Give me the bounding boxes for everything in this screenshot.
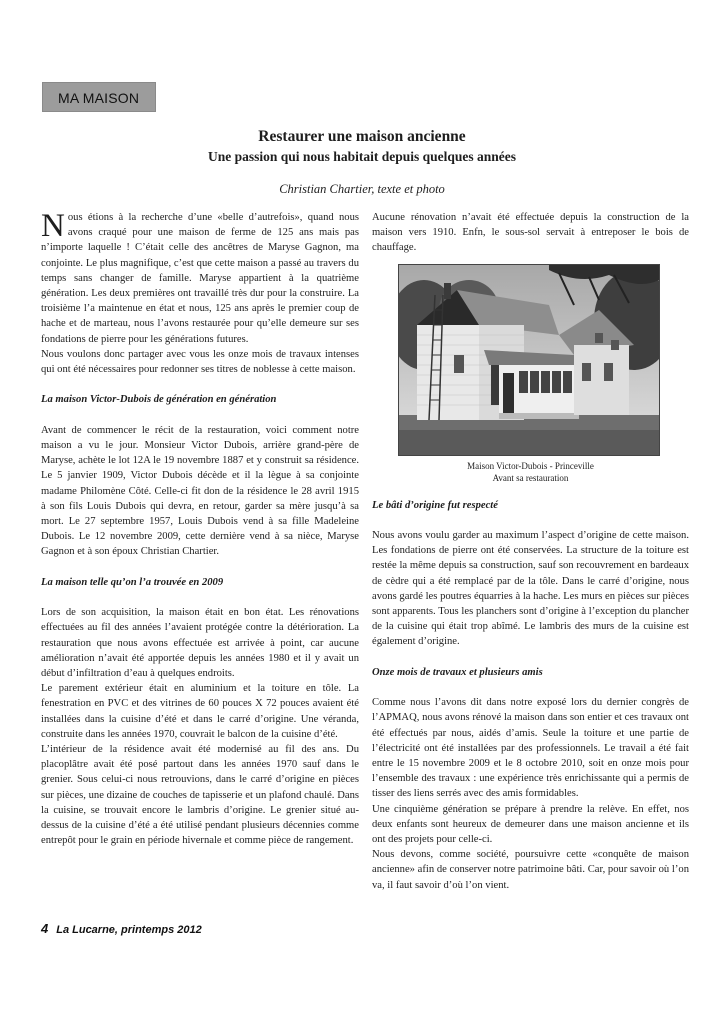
paragraph: Lors de son acquisition, la maison était en bon état. Les rénovations effectuées au fil des années l’avaient protégée contre la détérioration. La restauration que nous avons effectuée est arrivée à point, car aucune amélioration n’avait été apportée depuis les années 1980 et il y avait un début d’infiltration d’eau à quelques endroits. xyxy=(41,607,359,680)
paragraph: Aucune rénovation n’avait été effectuée depuis la construction de la maison vers 1910. Enfn, le sous-sol servait à entreposer le bois de chauffage. xyxy=(372,212,689,254)
article-byline: Christian Chartier, texte et photo xyxy=(279,182,445,196)
section-heading: Le bâti d’origine fut respecté xyxy=(372,499,498,511)
paragraph: L’intérieur de la résidence avait été modernisé au fil des ans. Du placoplâtre avait été posé partout dans les années 1970 sauf dans le grenier. Sous celui-ci nous retrouvions, dans le carré d’origine en pièces sur pièces, une dizaine de couches de tapisserie et un plafond chaulé. Dans la cuisine, se trouvait encore le lambris d’origine. Le grenier situé au-dessus de la cuisine d’été a été utilisé pendant plusieurs décennies comme entrepôt pour le grain en période hivernale et comme pièce de rangement. xyxy=(41,744,359,847)
article-subtitle: Une passion qui nous habitait depuis quelques années xyxy=(208,149,516,164)
photo-caption xyxy=(372,460,689,484)
house-illustration xyxy=(399,265,659,455)
paragraph: Nous avons voulu garder au maximum l’aspect d’origine de cette maison. Les fondations de pierre ont été conservées. La structure de la toiture est restée la même depuis sa construction, sauf son recouvrement en bardeaux de cèdre qui a été remplacé par de la tôle. Dans le carré d’origine, nous avons gardé les poutres équarries à la hache. Les murs en pièces sur pièces sont apparents. Tous les planchers sont d’origine à l’exception du plancher de la cuisine qui était trop abîmé. Le lambris des murs de la cuisine est également d’origine. xyxy=(372,530,689,648)
paragraph: Comme nous l’avons dit dans notre exposé lors du dernier congrès de l’APMAQ, nous avons rénové la maison dans son entier et ces travaux ont été effectués par nous, aidés d’amis. Seule la toiture et une partie de l’électricité ont été installées par des professionnels. Le travail a été fait entre le 15 novembre 2009 et le 8 octobre 2010, soit en onze mois pour l’ensemble des travaux : une expérience très enrichissante qui a permis de tisser des liens serrés avec des amis formidables. xyxy=(372,697,689,800)
publication-name: La Lucarne, printemps 2012 xyxy=(56,924,202,936)
caption-line: Maison Victor-Dubois - Princeville xyxy=(467,460,594,471)
paragraph xyxy=(41,210,359,347)
section-heading: La maison Victor-Dubois de génération en génération xyxy=(41,394,277,406)
paragraph: Nous devons, comme société, poursuivre cette «conquête de maison ancienne» afin de conserver notre patrimoine bâti. Car, pour savoir où l’on va, il faut savoir d’où l’on vient. xyxy=(372,849,689,891)
section-heading: Onze mois de travaux et plusieurs amis xyxy=(372,666,543,678)
right-column xyxy=(372,210,689,893)
left-column xyxy=(41,210,359,848)
page-number: 4 xyxy=(41,921,49,936)
section-tag xyxy=(42,82,156,112)
paragraph: Une cinquième génération se prépare à prendre la relève. En effet, nos deux enfants sont heureux de demeurer dans une maison ancienne et ils ont des projets pour celle-ci. xyxy=(372,803,689,846)
paragraph: Le parement extérieur était en aluminium et la toiture en tôle. La fenestration en PVC et des vitrines de 60 pouces X 72 pouces avaient été installées dans la cuisine d’été et dans le carré d’origine. Une véranda, construite dans les années 1970, couvrait le balcon de la cuisine d’été. xyxy=(41,683,359,740)
drop-cap: N xyxy=(41,208,65,244)
caption-line: Avant sa restauration xyxy=(492,472,569,483)
paragraph-text: ous étions à la recherche d’une «belle d’autrefois», quand nous avons craqué pour une maison de ferme de 125 ans mais pas n’importe laquelle ! C’était celle des ancêtres de Maryse Gagnon, ma conjointe. Le plus magnifique, c’est que cette maison a passé au travers du temps sans changer de famille. Maryse appartient à la quatrième génération. Les deux premières ont travaillé très dur pour la construire. La troisième l’a maintenue en état et nous, 125 ans après le premier coup de hache et de marteau, nous l’avons restaurée pour qu’elle demeure sur ses fondations de pierre pour les générations futures. xyxy=(41,212,359,345)
paragraph: Nous voulons donc partager avec vous les onze mois de travaux intenses qui ont été nécessaires pour redonner ses titres de noblesse à cette maison. xyxy=(41,348,359,376)
page-footer xyxy=(41,921,202,936)
section-tag-label: MA MAISON xyxy=(58,90,140,106)
house-photo xyxy=(398,264,660,456)
paragraph: Avant de commencer le récit de la restauration, voici comment notre maison a vu le jour. Monsieur Victor Dubois, arrière grand-père de Maryse, achète le lot 12A le 19 novembre 1887 et y construit sa résidence. Le 5 janvier 1909, Victor Dubois décède et il la lègue à sa conjointe madame Philomène Côté. Celle-ci fit don de la résidence le 28 avril 1915 à son fils Louis Dubois qui devra, en retour, garder sa mère jusqu’à sa mort. Le 27 septembre 1957, Louis Dubois vend à sa fille Madeleine Dubois. Le 12 novembre 2009, cette dernière vend à sa nièce, Maryse Gagnon et à son époux Christian Chartier. xyxy=(41,424,359,558)
article-title: Restaurer une maison ancienne xyxy=(258,128,466,145)
section-heading: La maison telle qu’on l’a trouvée en 2009 xyxy=(41,576,224,588)
